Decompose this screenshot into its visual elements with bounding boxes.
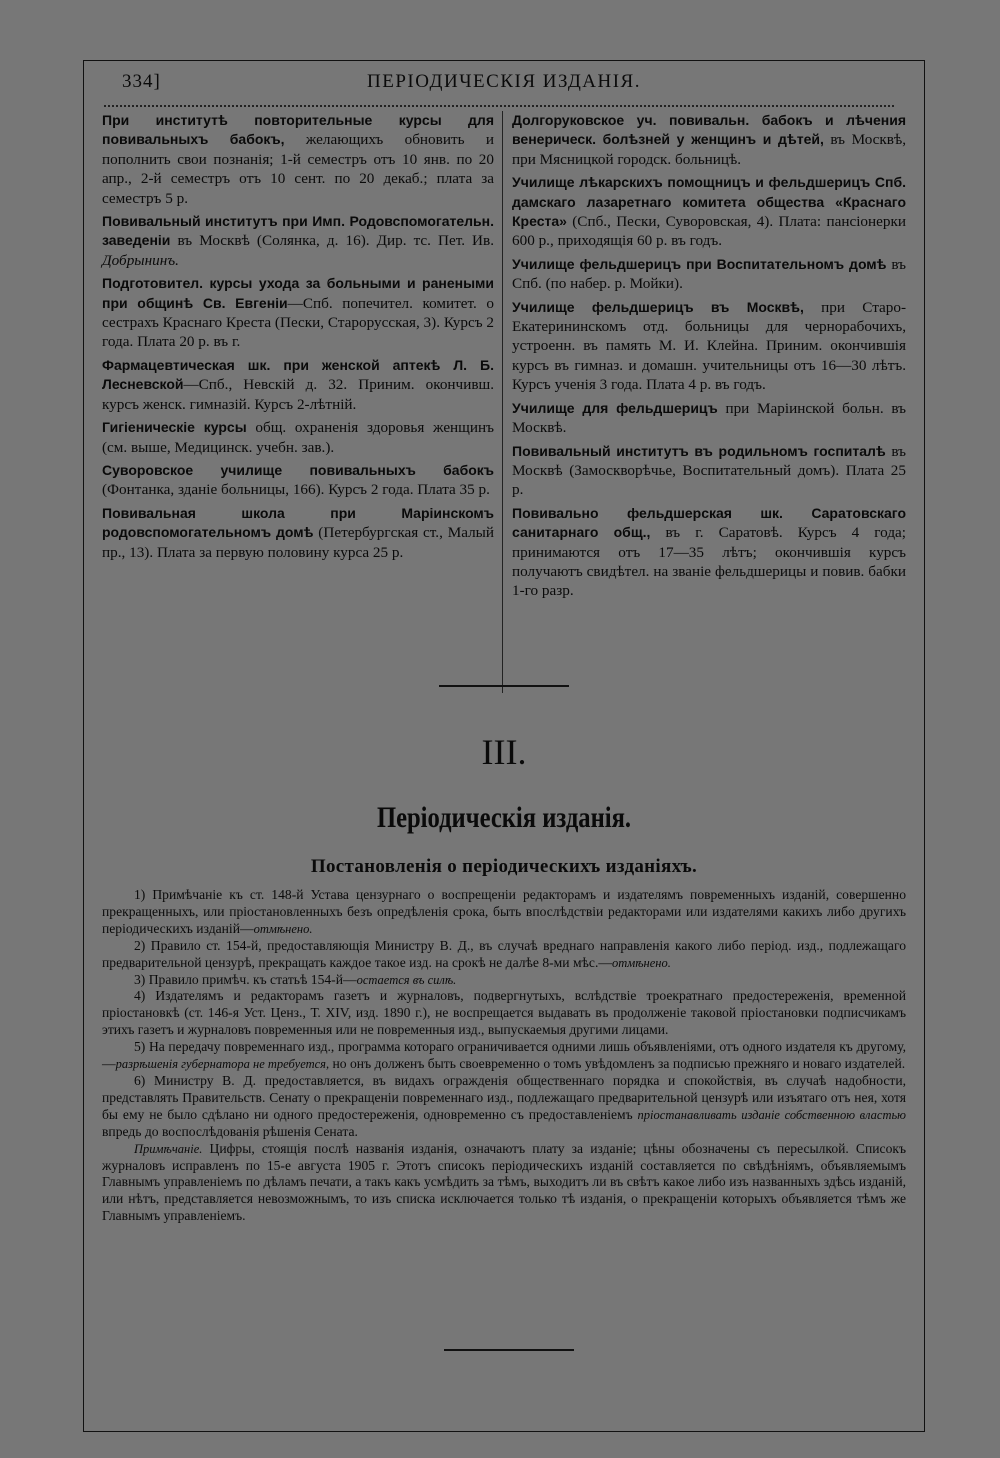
rule-item: 2) Правило ст. 154-й, предоставляющiя Министру В. Д., въ случаѣ вреднаго направленiя какого либо перiод. изд., подлежащаго предварительной цензурѣ, прекращать каждое такое изд. на срокѣ не далѣе 8-ми мѣс.—отмѣнено. [102,937,906,970]
list-item: Подготовител. курсы ухода за больными и ранеными при общинѣ Св. Евгенiи—Спб. попечител. комитет. о сестрахъ Краснаго Креста (Пески, Старорусская, 3). Курсъ 2 года. Плата 20 р. въ г. [102,275,494,351]
list-item: Повивальный институтъ при Имп. Родовспомогательн. заведенiи въ Москвѣ (Солянка, д. 16). Дир. тс. Пет. Ив. Добрынинъ. [102,213,494,269]
running-title: ПЕРIОДИЧЕСКIЯ ИЗДАНIЯ. [367,71,641,92]
page-header [104,69,904,95]
rule-item: 4) Издателямъ и редакторамъ газетъ и журналовъ, подвергнутыхъ, вслѣдствiе троекратнаго предостереженiя, временной прiостановкѣ (ст. 146-я Уст. Ценз., Т. XIV, изд. 1890 г.), не воспрещается выдавать въ продолженiе таковой прiостановки подписчикамъ этихъ газетъ и журналовъ повременныя или не повременныя изд., выпускаемыя другими лицами. [102,988,906,1038]
column-divider [502,111,503,693]
list-item: Училище фельдшерицъ въ Москвѣ, при Старо-Екатерининскомъ отд. больницы для чернорабочихъ, устроенн. въ память М. И. Клейна. Приним. окончившiя курсъ въ гимназ. и домашн. учительницы отъ 16—30 лѣтъ. Курсъ ученiя 3 года. Плата 4 р. въ годъ. [512,298,906,394]
list-item: При институтѣ повторительные курсы для повивальныхъ бабокъ, желающихъ обновить и пополнить свои познанiя; 1-й семестръ отъ 10 янв. по 20 апр., 2-й семестръ отъ 10 сент. по 20 декаб.; плата за семестръ 5 р. [102,112,494,207]
list-item: Суворовское училище повивальныхъ бабокъ (Фонтанка, зданiе больницы, 166). Курсъ 2 года. Плата 35 р. [102,461,494,499]
list-item: Повивальная школа при Марiинскомъ родовспомогательномъ домѣ (Петербургская ст., Малый пр., 13). Плата за первую половину курса 25 р. [102,504,494,561]
left-column [102,111,494,566]
book-page [83,60,925,1432]
footer-divider [444,1349,574,1351]
list-item: Училище лѣкарскихъ помощницъ и фельдшерицъ Спб. дамскаго лазаретнаго комитета общества «Краснаго Креста» (Спб., Пески, Суворовская, 4). Плата: пансiонерки 600 р., приходящiя 60 р. въ годъ. [512,174,906,250]
header-divider [104,99,894,107]
list-item: Повивально фельдшерская шк. Саратовскаго санитарнаго общ., въ г. Саратовѣ. Курсъ 4 года; принимаются отъ 17—35 лѣтъ; окончившiя курсъ получаютъ свидѣтел. на званiе фельдшерицы и повив. бабки 1-го разр. [512,504,907,600]
rule-item: 6) Министру В. Д. предоставляется, въ видахъ огражденiя общественнаго порядка и спокойствiя, въ случаѣ надобности, представлять Правительств. Сенату о прекращенiи повременнаго изд., подлежащаго предварительной цензурѣ или изъятаго отъ нея, хотя бы ему не было сдѣлано ни одного предостереженiя, одновременно съ предоставленiемъ прiостанавливать изданiе собственною властью впредь до воспослѣдованiя рѣшенiя Сената. [102,1072,906,1139]
section-divider [439,685,569,687]
section-number: III. [481,732,527,772]
rule-item: 5) На передачу повременнаго изд., программа котораго ограничивается одними лишь объявленiями, отъ одного издателя къ другому,—разрѣшенiя губернатора не требуется, но онъ долженъ быть своевременно о томъ увѣдомленъ за подписью прежняго и новаго издателей. [102,1039,906,1072]
list-item: Училище фельдшерицъ при Воспитательномъ домѣ въ Спб. (по набер. р. Мойки). [512,255,906,293]
list-item: Повивальный институтъ въ родильномъ госпиталѣ въ Москвѣ (Замоскворѣчье, Воспитательный домъ). Плата 25 р. [512,442,906,499]
note: Примѣчанiе. Цифры, стоящiя послѣ названiя изданiя, означаютъ плату за изданiе; цѣны обозначены съ пересылкой. Списокъ журналовъ исправленъ по 15-е августа 1905 г. Этотъ списокъ перiодическихъ изданiй составляется по свѣдѣнiямъ, объявляемымъ Главнымъ управленiемъ по дѣламъ печати, а такъ какъ усмѣдить за тѣмъ, выходитъ ли въ свѣтъ какое либо изъ названныхъ здѣсь изданiй, или нѣтъ, представляется невозможнымъ, то изъ списка исключается только тѣ изданiя, о прекращенiи которыхъ объявляется тѣмъ же Главнымъ управленiемъ. [102,1140,906,1224]
list-item: Гигiеническiе курсы общ. охраненiя здоровья женщинъ (см. выше, Медицинск. учебн. зав.). [102,419,494,456]
page-number: 334] [122,71,161,92]
section-subtitle: Постановленiя о перiодическихъ изданiяхъ. [310,856,698,877]
list-item: Училище для фельдшерицъ при Марiинской больн. въ Москвѣ. [512,399,906,437]
rule-item: 1) Примѣчанiе къ ст. 148-й Устава цензурнаго о воспрещенiи редакторамъ и издателямъ повременныхъ изданiй, совершенно прекращенныхъ, или прiостановленныхъ безъ опредѣленiя срока, быть впослѣдствiи редакторами или издателями какихъ либо другихъ перiодическихъ изданiй—отмѣнено. [102,887,906,936]
rule-item: 3) Правило примѣч. къ статьѣ 154-й—остается въ силѣ. [134,971,457,987]
section-title: Перiодическiя изданiя. [376,801,632,834]
list-item: Долгоруковское уч. повивальн. бабокъ и лѣчения венерическ. болѣзней у женщинъ и дѣтей, въ Москвѣ, при Мясницкой городск. больницѣ. [512,112,906,168]
right-column [512,111,906,605]
rules-list [102,887,906,1225]
list-item: Фармацевтическая шк. при женской аптекѣ Л. Б. Лесневской—Спб., Невскiй д. 32. Приним. окончивш. курсъ женск. гимназiй. Курсъ 2-лѣтнiй. [102,356,494,413]
